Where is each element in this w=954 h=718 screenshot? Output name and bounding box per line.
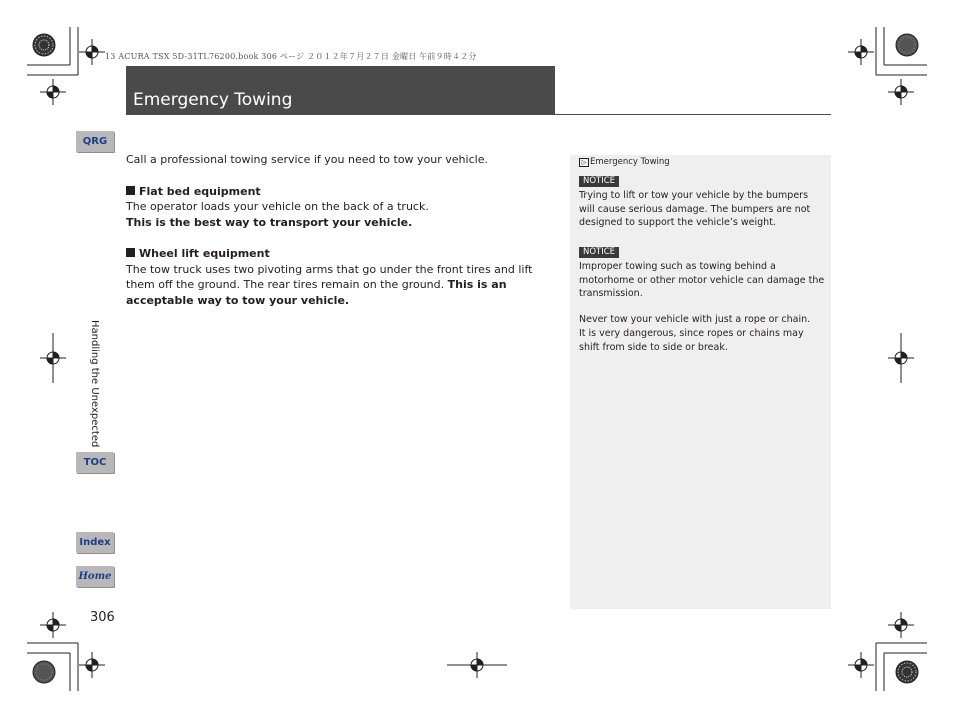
section-label: Handling the Unexpected bbox=[89, 320, 100, 448]
bullet-square-icon bbox=[126, 186, 135, 195]
intro-text: Call a professional towing service if you need to tow your vehicle. bbox=[126, 153, 488, 166]
home-button[interactable]: Home bbox=[76, 566, 114, 587]
notice-text: Improper towing such as towing behind a motorhome or other motor vehicle can damage the transmission. bbox=[579, 261, 825, 299]
note-text: It is very dangerous, since ropes or chains may shift from side to side or break. bbox=[579, 328, 804, 353]
main-content bbox=[126, 152, 556, 308]
page-title: Emergency Towing bbox=[133, 90, 293, 110]
qrg-button[interactable]: QRG bbox=[76, 131, 114, 152]
flatbed-text: The operator loads your vehicle on the back of a truck. bbox=[126, 200, 429, 213]
note-text: Never tow your vehicle with just a rope or chain. bbox=[579, 314, 811, 325]
sidebar-notes bbox=[570, 155, 831, 609]
page-number: 306 bbox=[90, 610, 115, 625]
sidebar-reference bbox=[579, 156, 670, 170]
flatbed-bold-text: This is the best way to transport your vehicle. bbox=[126, 215, 413, 229]
title-rule bbox=[126, 114, 831, 115]
wheellift-paragraph bbox=[126, 262, 556, 309]
toc-button[interactable]: TOC bbox=[76, 452, 114, 473]
wheellift-heading bbox=[126, 246, 556, 262]
index-button[interactable]: Index bbox=[76, 532, 114, 553]
notice-text: Trying to lift or tow your vehicle by the bumpers will cause serious damage. The bumpers are not designed to support the vehicle’s weight. bbox=[579, 190, 811, 228]
bullet-square-icon bbox=[126, 248, 135, 257]
print-header: 13 ACURA TSX 5D-31TL76200.book 306 ページ ２０１２年７月２７日 金曜日 午前９時４２分 bbox=[105, 52, 477, 61]
reference-arrow-icon: ▷ bbox=[579, 158, 589, 167]
notice-badge: NOTICE bbox=[579, 247, 619, 258]
wheellift-heading-text: Wheel lift equipment bbox=[139, 247, 270, 260]
flatbed-heading bbox=[126, 184, 556, 200]
wheellift-text: The tow truck uses two pivoting arms that go under the front tires and lift them off the ground. The rear tires remain on the ground. bbox=[126, 262, 533, 291]
notice-badge: NOTICE bbox=[579, 176, 619, 187]
flatbed-heading-text: Flat bed equipment bbox=[139, 184, 261, 198]
wheellift-bold-text: This is an acceptable way to tow your vehicle. bbox=[126, 278, 507, 307]
sidebar-reference-title: Emergency Towing bbox=[590, 157, 670, 167]
